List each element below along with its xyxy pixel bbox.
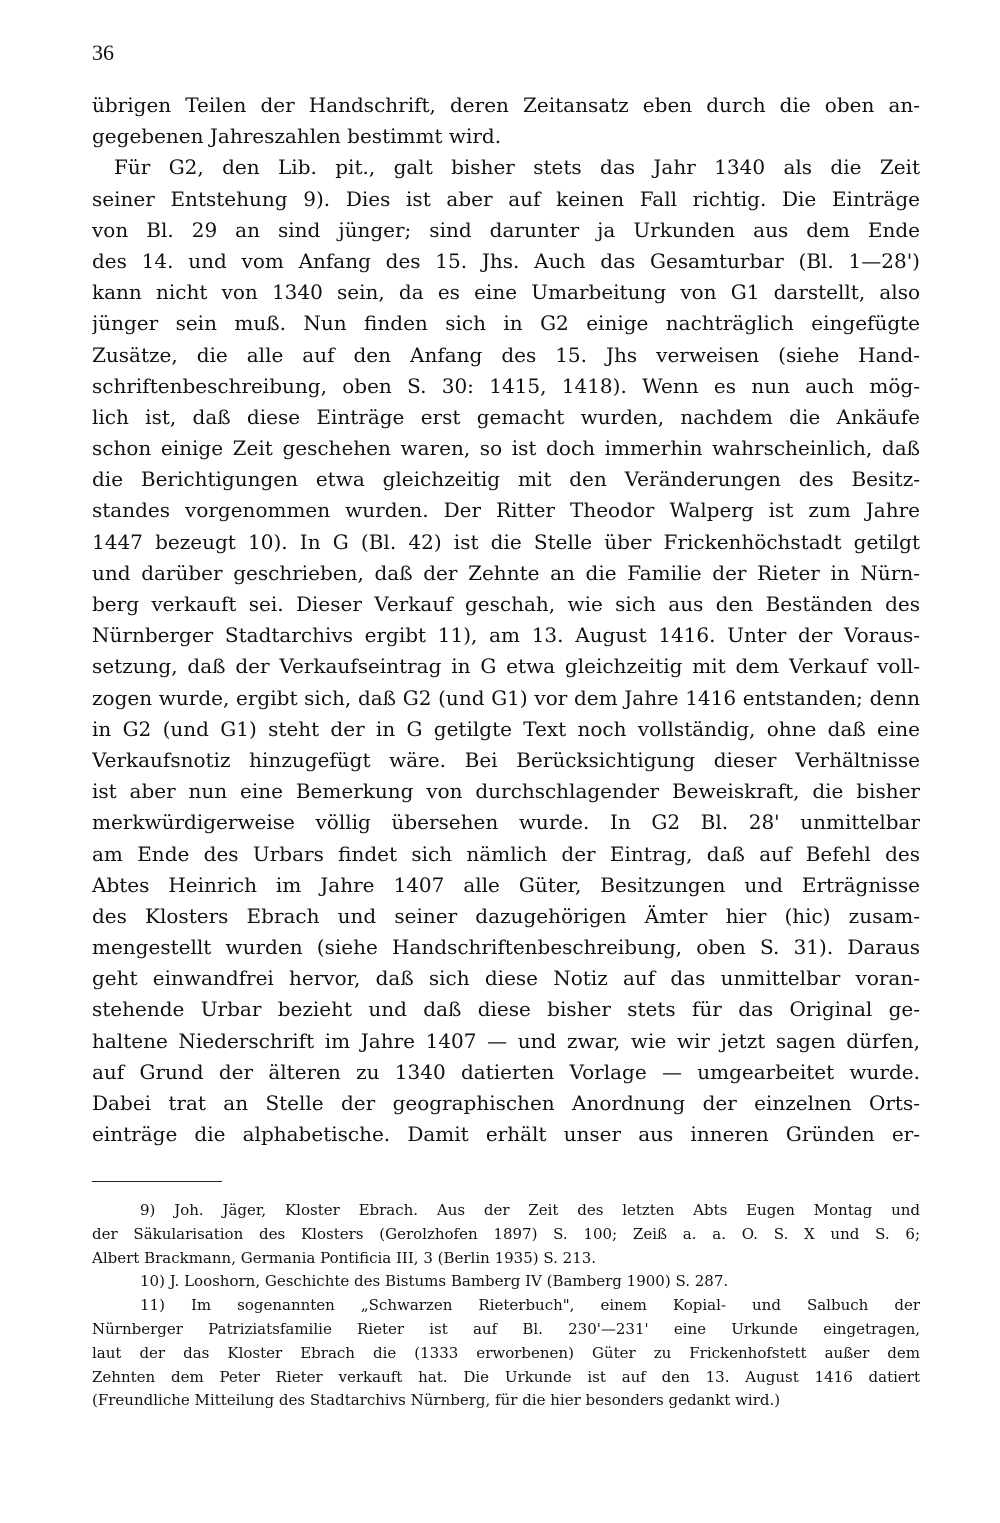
footnote-line: 9) Joh. Jäger, Kloster Ebrach. Aus der Zeit des letzten Abts Eugen Montag und [140, 1201, 920, 1219]
body-line: Verkaufsnotiz hinzugefügt wäre. Bei Berücksichtigung dieser Verhältnisse [92, 747, 920, 772]
page-number: 36 [92, 40, 114, 65]
footnote-line: Nürnberger Patriziatsfamilie Rieter ist auf Bl. 230'—231' eine Urkunde eingetragen, [92, 1319, 920, 1338]
body-line: schriftenbeschreibung, oben S. 30: 1415, 1418). Wenn es nun auch mög- [92, 373, 920, 398]
body-line: übrigen Teilen der Handschrift, deren Zeitansatz eben durch die oben an- [92, 93, 920, 117]
body-line: kann nicht von 1340 sein, da es eine Umarbeitung von G1 darstellt, also [92, 280, 920, 305]
body-line: seiner Entstehung 9). Dies ist aber auf keinen Fall richtig. Die Einträge [92, 186, 920, 211]
body-line: jünger sein muß. Nun finden sich in G2 einige nachträglich eingefügte [92, 311, 920, 336]
body-line: zogen wurde, ergibt sich, daß G2 (und G1) vor dem Jahre 1416 entstanden; denn [92, 685, 920, 710]
footnote-line: Zehnten dem Peter Rieter verkauft hat. Die Urkunde ist auf den 13. August 1416 datiert [92, 1367, 920, 1386]
footnote-line: Albert Brackmann, Germania Pontificia III, 3 (Berlin 1935) S. 213. [92, 1248, 597, 1267]
footnote-line: der Säkularisation des Klosters (Gerolzhofen 1897) S. 100; Zeiß a. a. O. S. X und S. 6; [92, 1224, 920, 1243]
body-line: gegebenen Jahreszahlen bestimmt wird. [92, 124, 502, 149]
body-line: und darüber geschrieben, daß der Zehnte an die Familie der Rieter in Nürn- [92, 560, 920, 585]
body-line: die Berichtigungen etwa gleichzeitig mit den Veränderungen des Besitz- [92, 467, 920, 492]
footnote-line: laut der das Kloster Ebrach die (1333 erworbenen) Güter zu Frickenhofstett außer dem [92, 1343, 920, 1362]
footnote-line: (Freundliche Mitteilung des Stadtarchivs Nürnberg, für die hier besonders gedankt wird.) [92, 1391, 781, 1410]
body-line: standes vorgenommen wurden. Der Ritter Theodor Walperg ist zum Jahre [92, 498, 920, 523]
body-line: geht einwandfrei hervor, daß sich diese Notiz auf das unmittelbar voran- [92, 966, 920, 991]
footnotes [92, 1199, 920, 1413]
body-line: des 14. und vom Anfang des 15. Jhs. Auch das Gesamturbar (Bl. 1—28') [92, 248, 920, 273]
footnote-divider [92, 1181, 222, 1182]
body-line: Nürnberger Stadtarchivs ergibt 11), am 13. August 1416. Unter der Voraus- [92, 623, 920, 648]
body-line: Abtes Heinrich im Jahre 1407 alle Güter, Besitzungen und Erträgnisse [92, 872, 920, 897]
body-text [92, 90, 920, 1150]
body-line: Dabei trat an Stelle der geographischen Anordnung der einzelnen Orts- [92, 1091, 920, 1115]
body-line: berg verkauft sei. Dieser Verkauf geschah, wie sich aus den Beständen des [92, 592, 920, 616]
body-line: mengestellt wurden (siehe Handschriftenbeschreibung, oben S. 31). Daraus [92, 935, 920, 960]
body-line: am Ende des Urbars findet sich nämlich der Eintrag, daß auf Befehl des [92, 841, 920, 866]
body-line: des Klosters Ebrach und seiner dazugehörigen Ämter hier (hic) zusam- [92, 903, 920, 928]
body-line: auf Grund der älteren zu 1340 datierten Vorlage — umgearbeitet wurde. [92, 1059, 920, 1084]
body-line: ist aber nun eine Bemerkung von durchschlagender Beweiskraft, die bisher [92, 779, 920, 804]
body-line: setzung, daß der Verkaufseintrag in G etwa gleichzeitig mit dem Verkauf voll- [92, 654, 920, 679]
footnote-line: 11) Im sogenannten „Schwarzen Rieterbuch", einem Kopial- und Salbuch der [140, 1296, 920, 1315]
body-line: 1447 bezeugt 10). In G (Bl. 42) ist die Stelle über Frickenhöchstadt getilgt [92, 529, 920, 554]
body-line: haltene Niederschrift im Jahre 1407 — und zwar, wie wir jetzt sagen dürfen, [92, 1028, 920, 1053]
body-line: lich ist, daß diese Einträge erst gemacht wurden, nachdem die Ankäufe [92, 404, 920, 429]
body-line: Für G2, den Lib. pit., galt bisher stets das Jahr 1340 als die Zeit [114, 155, 920, 180]
body-line: schon einige Zeit geschehen waren, so ist doch immerhin wahrscheinlich, daß [92, 436, 920, 461]
body-line: in G2 (und G1) steht der in G getilgte Text noch vollständig, ohne daß eine [92, 716, 920, 741]
body-line: einträge die alphabetische. Damit erhält unser aus inneren Gründen er- [92, 1122, 920, 1147]
body-line: von Bl. 29 an sind jünger; sind darunter ja Urkunden aus dem Ende [92, 217, 920, 242]
body-line: Zusätze, die alle auf den Anfang des 15. Jhs verweisen (siehe Hand- [92, 342, 920, 367]
body-line: stehende Urbar bezieht und daß diese bisher stets für das Original ge- [92, 997, 920, 1022]
body-line: merkwürdigerweise völlig übersehen wurde. In G2 Bl. 28' unmittelbar [92, 810, 920, 835]
footnote-line: 10) J. Looshorn, Geschichte des Bistums Bamberg IV (Bamberg 1900) S. 287. [140, 1272, 729, 1291]
